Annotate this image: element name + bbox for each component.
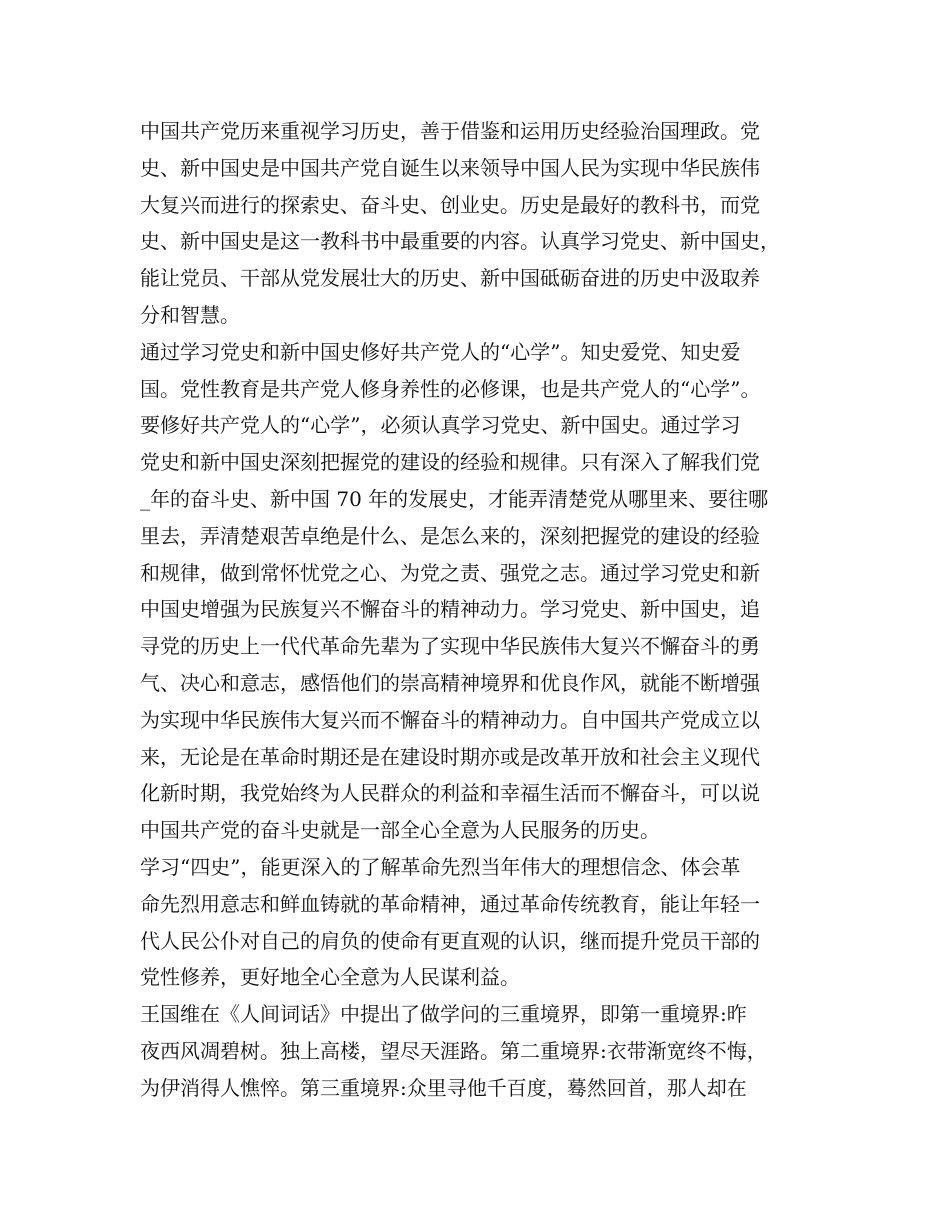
text-line: 中国共产党历来重视学习历史，善于借鉴和运用历史经验治国理政。党: [140, 119, 760, 143]
text-line: 大复兴而进行的探索史、奋斗史、创业史。历史是最好的教科书，而党: [140, 192, 760, 217]
text-line: 学习“四史”，能更深入的了解革命先烈当年伟大的理想信念、体会革: [140, 854, 741, 879]
text-line: 命先烈用意志和鲜血铸就的革命精神，通过革命传统教育，能让年轻一: [140, 891, 760, 916]
text-line: 代人民公仆对自己的肩负的使命有更直观的认识，继而提升党员干部的: [140, 928, 760, 953]
body-text: [140, 113, 820, 1107]
text-line: 为实现中华民族伟大复兴而不懈奋斗的精神动力。自中国共产党成立以: [140, 707, 760, 732]
text-line: 通过学习党史和新中国史修好共产党人的“心学”。知史爱党、知史爱: [140, 339, 741, 364]
text-line: 化新时期，我党始终为人民群众的利益和幸福生活而不懈奋斗，可以说: [140, 781, 760, 806]
text-line: 和规律，做到常怀忧党之心、为党之责、强党之志。通过学习党史和新: [140, 560, 760, 585]
text-line: 为伊消得人憔悴。第三重境界:众里寻他千百度，蓦然回首，那人却在: [140, 1075, 747, 1100]
text-line: 中国共产党的奋斗史就是一部全心全意为人民服务的历史。: [140, 818, 660, 843]
text-line: 寻党的历史上一代代革命先辈为了实现中华民族伟大复兴不懈奋斗的勇: [140, 634, 760, 659]
text-line: 国。党性教育是共产党人修身养性的必修课，也是共产党人的“心学”。: [140, 376, 761, 401]
text-line: 分和智慧。: [140, 302, 240, 327]
text-line: 党性修养，更好地全心全意为人民谋利益。: [140, 965, 520, 990]
text-line: 中国史增强为民族复兴不懈奋斗的精神动力。学习党史、新中国史，追: [140, 597, 760, 622]
text-line: 史、新中国史是中国共产党自诞生以来领导中国人民为实现中华民族伟: [140, 155, 760, 180]
text-line: 党史和新中国史深刻把握党的建设的经验和规律。只有深入了解我们党: [140, 450, 760, 475]
text-line: 来，无论是在革命时期还是在建设时期亦或是改革开放和社会主义现代: [140, 744, 760, 769]
text-line: 史、新中国史是这一教科书中最重要的内容。认真学习党史、新中国史，: [140, 229, 780, 254]
text-line: 能让党员、干部从党发展壮大的历史、新中国砥砺奋进的历史中汲取养: [140, 266, 760, 291]
text-line: 王国维在《人间词话》中提出了做学问的三重境界，即第一重境界:昨: [140, 1002, 747, 1027]
text-line: 夜西风凋碧树。独上高楼，望尽天涯路。第二重境界:衣带渐宽终不悔，: [140, 1038, 767, 1063]
text-line: 里去，弄清楚艰苦卓绝是什么、是怎么来的，深刻把握党的建设的经验: [140, 523, 760, 548]
text-line: 要修好共产党人的“心学”，必须认真学习党史、新中国史。通过学习: [140, 413, 741, 438]
text-line: _年的奋斗史、新中国 70 年的发展史，才能弄清楚党从哪里来、要往哪: [140, 486, 769, 511]
text-line: 气、决心和意志，感悟他们的崇高精神境界和优良作风，就能不断增强: [140, 670, 760, 695]
